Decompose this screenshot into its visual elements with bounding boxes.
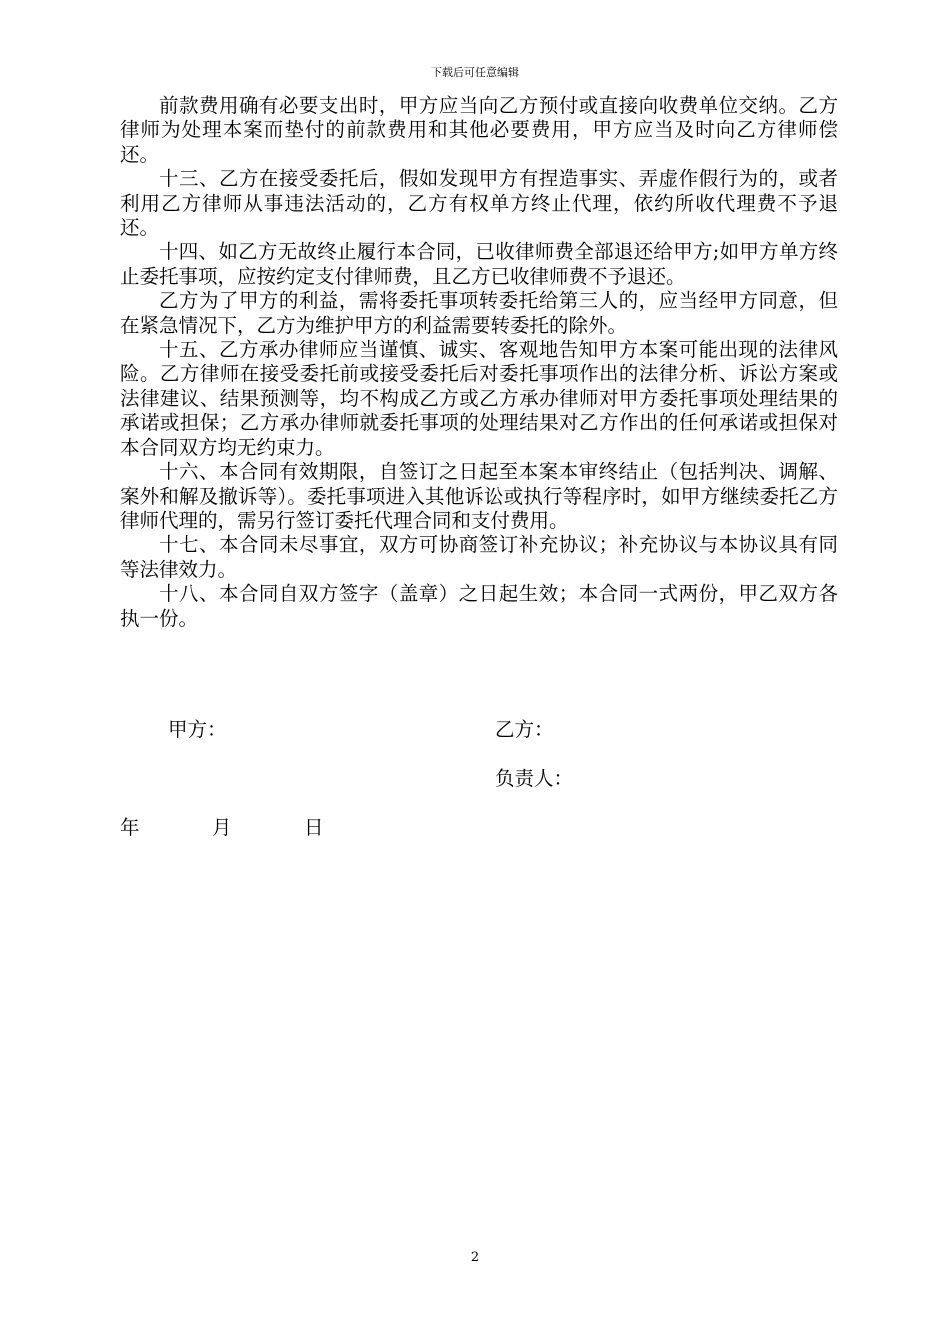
party-b-signature-label: 乙方： (495, 718, 554, 741)
paragraph-clause-13: 十三、乙方在接受委托后，假如发现甲方有捏造事实、弄虚作假行为的，或者利用乙方律师从事违法活动的，乙方有权单方终止代理，依约所收代理费不予退还。 (120, 167, 838, 240)
date-day-label: 日 (304, 816, 324, 839)
date-year-label: 年 (120, 816, 140, 839)
page-number: 2 (470, 1250, 480, 1265)
paragraph-clause-15: 十五、乙方承办律师应当谨慎、诚实、客观地告知甲方本案可能出现的法律风险。乙方律师在接受委托前或接受委托后对委托事项作出的法律分析、诉讼方案或法律建议、结果预测等，均不构成乙方或乙方承办律师对甲方委托事项处理结果的承诺或担保；乙方承办律师就委托事项的处理结果对乙方作出的任何承诺或担保对本合同双方均无约束力。 (120, 338, 838, 459)
responsible-person-label: 负责人： (495, 767, 574, 790)
page-header: 下载后可任意编辑 (431, 66, 519, 79)
signing-date-row (120, 816, 324, 840)
contract-body (120, 94, 838, 631)
paragraph-clause-17: 十七、本合同未尽事宜，双方可协商签订补充协议；补充协议与本协议具有同等法律效力。 (120, 533, 838, 581)
paragraph-clause-18: 十八、本合同自双方签字（盖章）之日起生效；本合同一式两份，甲乙双方各执一份。 (120, 582, 838, 630)
paragraph-subcontracting: 乙方为了甲方的利益，需将委托事项转委托给第三人的，应当经甲方同意，但在紧急情况下，乙方为维护甲方的利益需要转委托的除外。 (120, 289, 838, 337)
party-a-signature-label: 甲方： (168, 718, 227, 741)
paragraph-clause-16: 十六、本合同有效期限，自签订之日起至本案本审终结止（包括判决、调解、案外和解及撤诉等）。委托事项进入其他诉讼或执行等程序时，如甲方继续委托乙方律师代理的，需另行签订委托代理合同和支付费用。 (120, 460, 838, 532)
date-month-label: 月 (212, 816, 232, 839)
paragraph-fee-payment: 前款费用确有必要支出时，甲方应当向乙方预付或直接向收费单位交纳。乙方律师为处理本案而垫付的前款费用和其他必要费用，甲方应当及时向乙方律师偿还。 (120, 94, 838, 166)
paragraph-clause-14: 十四、如乙方无故终止履行本合同，已收律师费全部退还给甲方;如甲方单方终止委托事项，应按约定支付律师费，且乙方已收律师费不予退还。 (120, 240, 838, 288)
